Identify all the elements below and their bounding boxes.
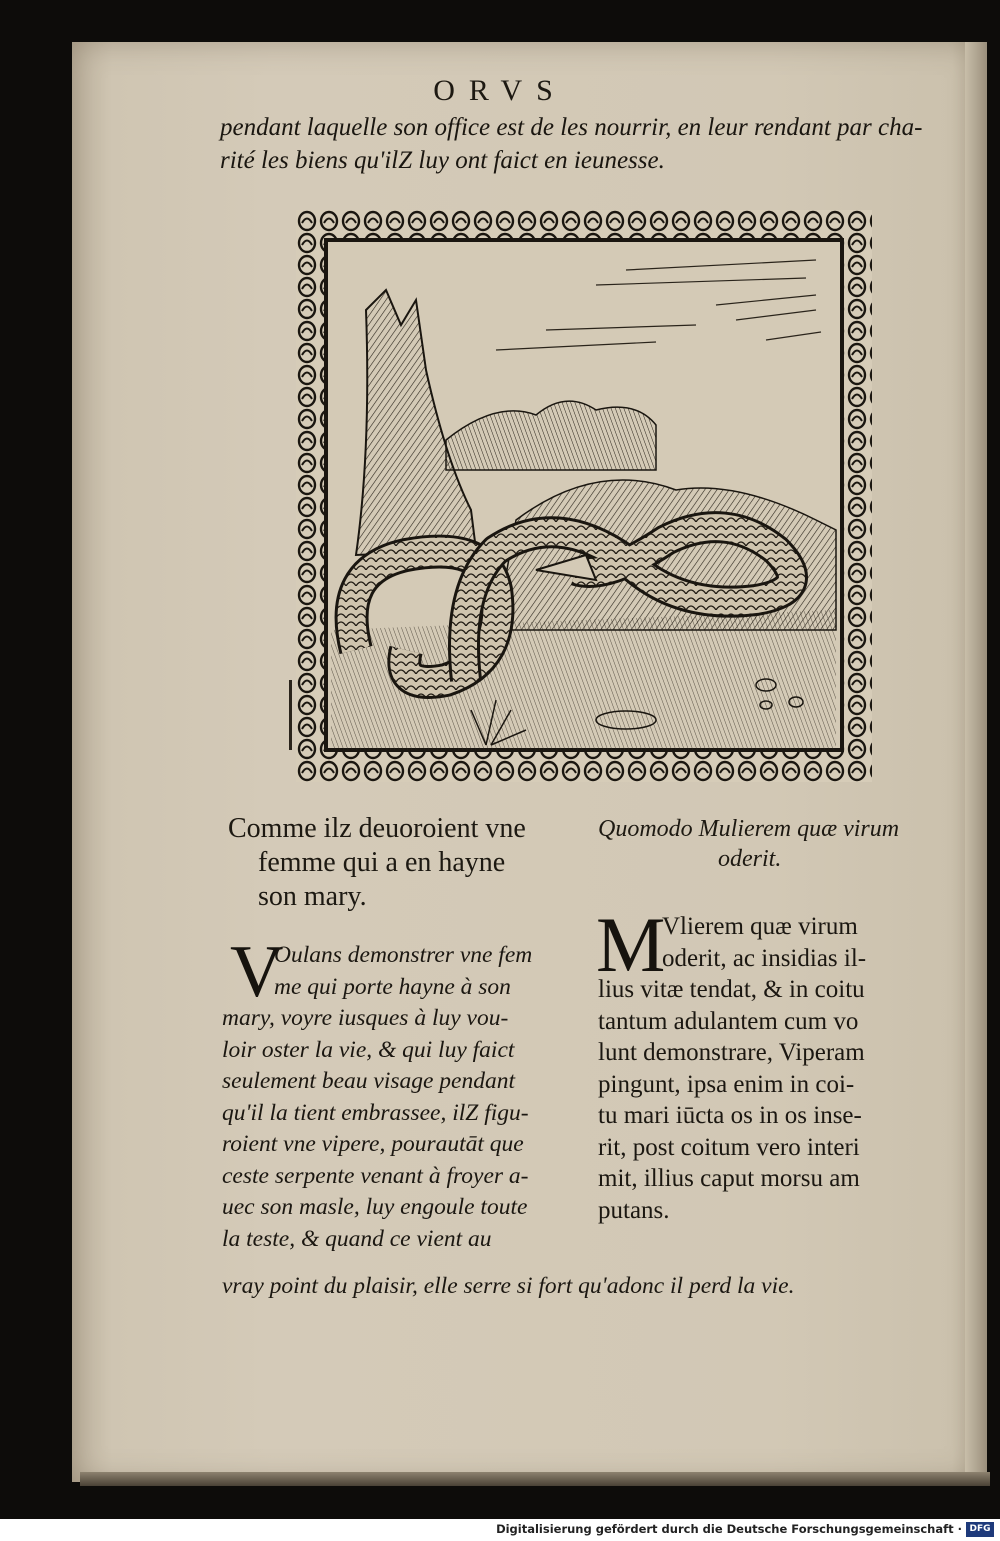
text-line: me qui porte hayne à son xyxy=(274,973,511,1000)
footer-bar xyxy=(0,1519,1000,1541)
top-line-1: pendant laquelle son office est de les nourrir, en leur rendant par cha- xyxy=(220,114,923,141)
text-line: mary, voyre iusques à luy vou- xyxy=(222,1005,509,1031)
caption-french xyxy=(228,812,578,914)
text-line: oderit, ac insidias il- xyxy=(662,944,867,972)
dfg-logo-icon: DFG xyxy=(966,1522,994,1537)
page-bottom-edge xyxy=(80,1472,990,1486)
text-line: lunt demonstrare, Viperam xyxy=(598,1039,865,1066)
page-fore-edge xyxy=(965,42,987,1482)
text-line: loir oster la vie, & qui luy faict xyxy=(222,1036,515,1063)
caption-latin xyxy=(598,814,948,874)
running-head: ORVS xyxy=(433,74,567,107)
margin-mark xyxy=(289,680,292,750)
text-line: mit, illius caput morsu am xyxy=(598,1165,860,1192)
text-line: putans. xyxy=(598,1196,670,1224)
caption-french-line: son mary. xyxy=(258,881,367,912)
latin-text-column xyxy=(596,901,943,1226)
dropcap-m: M xyxy=(596,901,666,988)
text-line: Oulans demonstrer vne fem xyxy=(274,942,533,968)
text-line: seulement beau visage pendant xyxy=(222,1068,516,1094)
text-line: uec son masle, luy engoule toute xyxy=(222,1194,528,1220)
french-text-column xyxy=(222,931,582,1255)
caption-latin-line: oderit. xyxy=(718,846,782,872)
text-line: qu'il la tient embrassee, ilZ figu- xyxy=(222,1099,529,1126)
text-line: pingunt, ipsa enim in coi- xyxy=(598,1070,855,1098)
text-line: la teste, & quand ce vient au xyxy=(222,1225,492,1252)
text-line: lius vitæ tendat, & in coitu xyxy=(598,976,865,1003)
caption-french-line: Comme ilz deuoroient vne xyxy=(228,813,526,844)
caption-french-line: femme qui a en hayne xyxy=(258,847,506,878)
text-line: roient vne vipere, pourautāt que xyxy=(222,1131,524,1157)
final-line: vray point du plaisir, elle serre si fort qu'adonc il perd la vie. xyxy=(222,1273,795,1299)
woodcut-illustration xyxy=(296,210,872,782)
footer-credit: Digitalisierung gefördert durch die Deutsche Forschungsgemeinschaft · xyxy=(496,1522,962,1536)
text-line: tantum adulantem cum vo xyxy=(598,1007,859,1035)
top-line-2: rité les biens qu'ilZ luy ont faict en ieunesse. xyxy=(220,147,665,174)
caption-latin-line: Quomodo Mulierem quæ virum xyxy=(598,816,900,842)
text-line: tu mari iūcta os in os inse- xyxy=(598,1102,862,1129)
text-line: rit, post coitum vero interi xyxy=(598,1133,860,1161)
text-line: Vlierem quæ virum xyxy=(662,913,858,940)
text-line: ceste serpente venant à froyer a- xyxy=(222,1162,529,1189)
dropcap-v: V xyxy=(230,931,284,1013)
